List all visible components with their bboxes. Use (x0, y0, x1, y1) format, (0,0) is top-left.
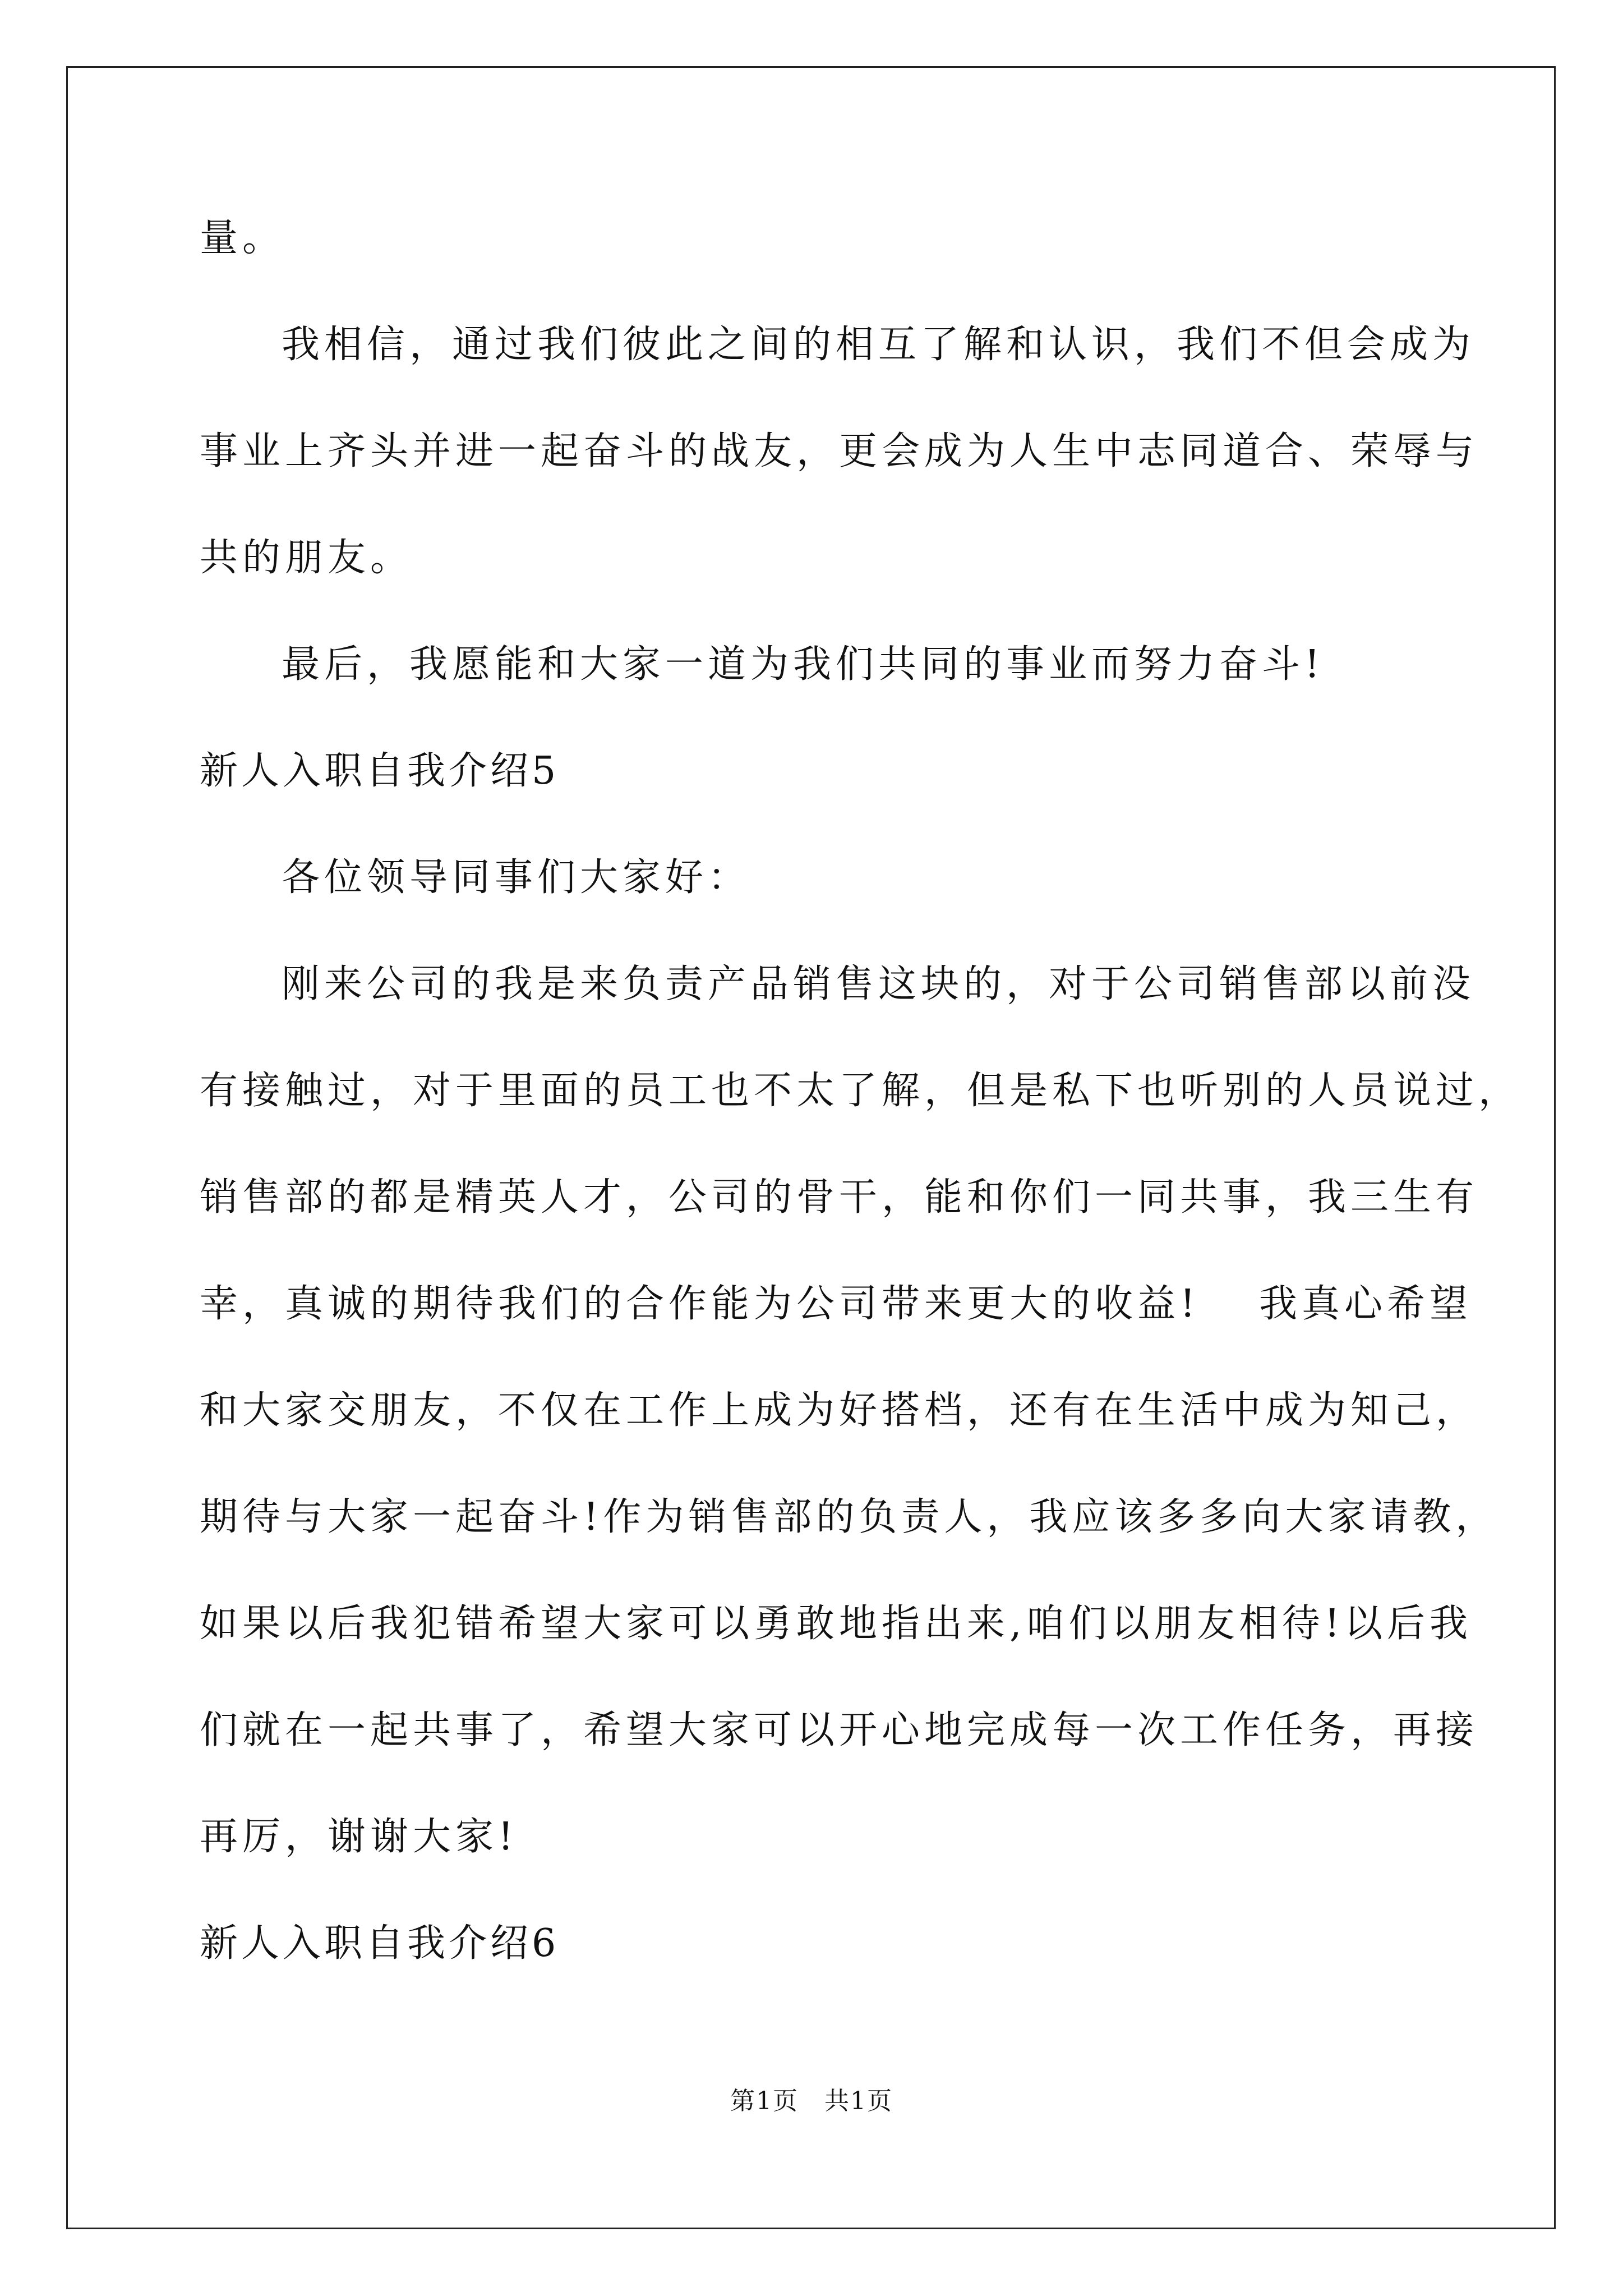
section-heading: 新人入职自我介绍6 (200, 1921, 560, 1966)
text-line: 幸，真诚的期待我们的合作能为公司带来更大的收益! 我真心希望 (200, 1282, 1472, 1326)
greeting-line: 各位领导同事们大家好： (282, 855, 751, 900)
text-line: 期待与大家一起奋斗!作为销售部的负责人，我应该多多向大家请教， (200, 1495, 1498, 1539)
paragraph-line: 最后，我愿能和大家一道为我们共同的事业而努力奋斗! (282, 642, 1325, 687)
page-border (66, 66, 1556, 2229)
text-line: 销售部的都是精英人才，公司的骨干，能和你们一同共事，我三生有 (200, 1175, 1479, 1220)
paragraph-line: 刚来公司的我是来负责产品销售这块的，对于公司销售部以前没 (282, 962, 1476, 1006)
text-line: 事业上齐头并进一起奋斗的战友，更会成为人生中志同道合、荣辱与 (200, 429, 1479, 473)
text-line: 共的朋友。 (200, 536, 413, 580)
paragraph-line: 我相信，通过我们彼此之间的相互了解和认识，我们不但会成为 (282, 323, 1476, 367)
text-line: 如果以后我犯错希望大家可以勇敢地指出来,咱们以朋友相待!以后我 (200, 1602, 1472, 1646)
text-line: 们就在一起共事了，希望大家可以开心地完成每一次工作任务，再接 (200, 1708, 1479, 1752)
text-line: 量。 (200, 216, 285, 260)
section-heading: 新人入职自我介绍5 (200, 749, 560, 793)
text-line: 再厉，谢谢大家! (200, 1815, 518, 1859)
text-line: 和大家交朋友，不仅在工作上成为好搭档，还有在生活中成为知己， (200, 1388, 1479, 1433)
text-line: 有接触过，对于里面的员工也不太了解，但是私下也听别的人员说过， (200, 1069, 1521, 1113)
page-footer: 第1页 共1页 (730, 2087, 893, 2115)
